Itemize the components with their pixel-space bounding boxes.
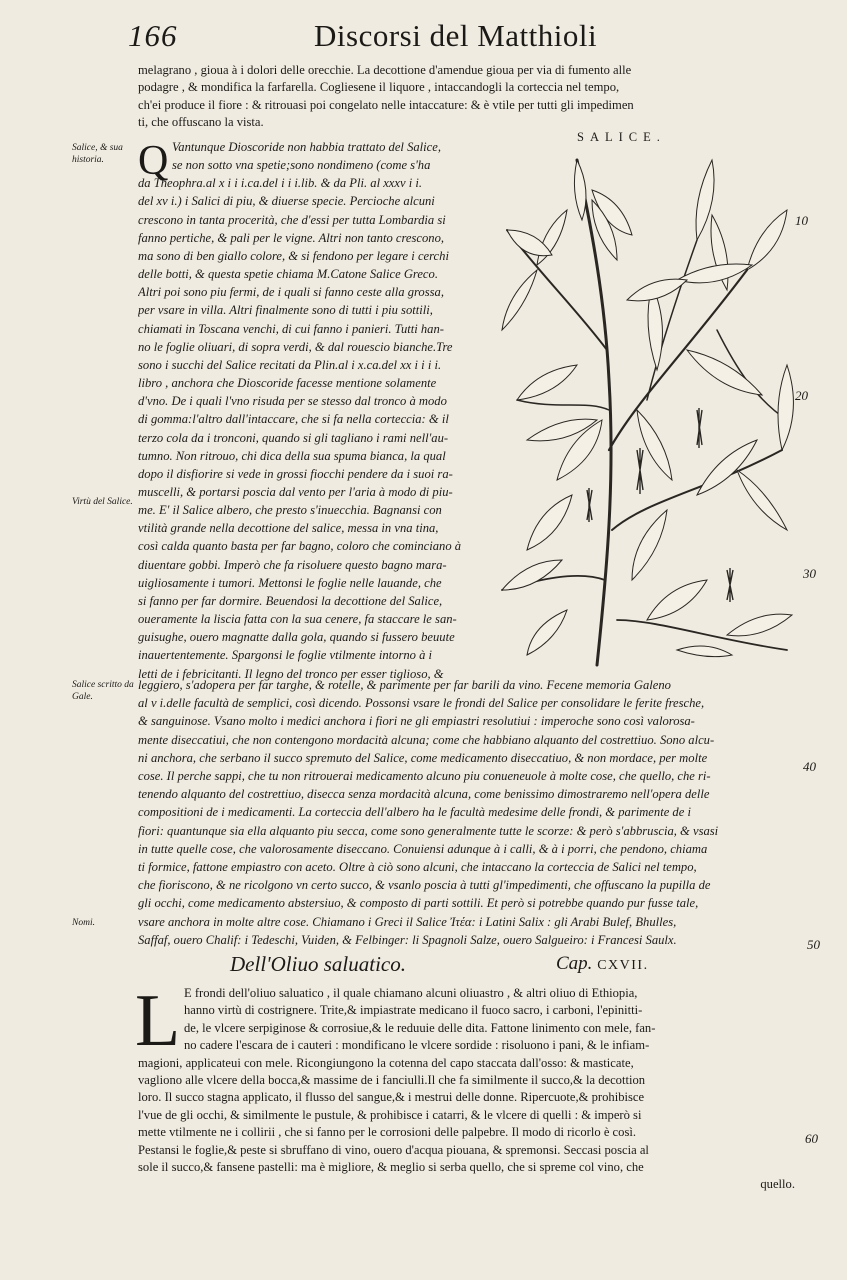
running-title: Discorsi del Matthioli (314, 18, 598, 53)
line-number: 20 (795, 388, 808, 403)
chapter-number: CXVII. (597, 958, 649, 973)
full-width-paragraph (138, 676, 798, 949)
text-line: letti de i febricitanti. Il legno del tronco per esser tiglioso, & (138, 666, 444, 681)
text-line: sono i succhi del Salice recitati da Plin.al i x.ca.del xx i i i i. (138, 357, 442, 372)
text-line: diuentare gobbi. Imperò che fa risoluere questo bagno mara- (138, 557, 447, 572)
text-line: melagrano , gioua à i dolori delle orecchie. La decottione d'amendue gioua per via di fumento alle (138, 63, 632, 77)
text-line: se non sotto vna spetie;sono nondimeno (come s'ha (172, 158, 431, 173)
text-line: si fanno per far dormire. Beuendosi la decottione del Salice, (138, 593, 443, 608)
text-line: per vsare in villa. Altri finalmente sono di tutti i piu sottili, (138, 303, 433, 318)
text-line: vtilità grande nella decottione del salice, messa in vna tina, (138, 521, 439, 536)
text-line: cose. Il perche sappi, che tu non ritrouerai medicamento alcuno piu conueneuole à molte cose, che quello, che ri- (138, 769, 711, 784)
chapter-word: Cap. (556, 953, 593, 974)
text-line: de, le vlcere serpiginose & corrosiue,& le reduuie delle dita. Fattone linimento con mele, fan- (184, 1020, 656, 1035)
text-line: Pestansi le foglie,& peste si sbruffano di vino, ouero d'acqua piouana, & spremonsi. Seccasi poscia al (138, 1142, 649, 1157)
text-line: E frondi dell'oliuo saluatico , il quale chiamano alcuni oliuastro , & altri oliuo di Ethiopia, (184, 986, 638, 1000)
text-line: tenendo alquanto del costrettiuo, disecca senza mordacità alcuna, come benissimo dimostraremo nell'opera delle (138, 787, 710, 802)
text-line: chiamati in Toscana venchi, di cui fanno i panieri. Tutti han- (138, 321, 444, 336)
text-line: mette vtilmente ne i collirii , che si fanno per le corrosioni delle palpebre. Il modo di ricorlo è così. (138, 1125, 636, 1140)
text-line: guisughe, ouero magnatte dalla gola, quando si fussero beuute (138, 630, 455, 645)
text-line: delle botti, & questa spetie chiama M.Catone Salice Greco. (138, 267, 438, 282)
margin-note: Nomi. (72, 918, 95, 928)
text-line: Altri poi sono piu fermi, de i quali si fanno ceste alla grossa, (138, 285, 444, 300)
text-line: che fioriscono, & ne ricolgono vn certo succo, & vsanlo poscia à tutti gl'impedimenti, che offuscano la pupilla de (138, 878, 711, 893)
line-number: 50 (807, 937, 820, 952)
text-line: ti formice, fattone empiastro con aceto. Oltre à ciò sono alcuni, che intaccano la corteccia de Salici nel tempo, (138, 860, 697, 875)
text-line: me. E' il Salice albero, che presto s'inuecchia. Bagnansi con (138, 503, 442, 518)
line-number: 30 (803, 566, 816, 581)
text-line: di gomma:l'altro dall'intaccare, che si fa nella corteccia: & il (138, 412, 449, 427)
margin-note: Salice scritto da Gale. (72, 680, 134, 702)
text-line: tumno. Non ritrouo, chi dica della sua spuma bianca, la qual (138, 448, 446, 463)
text-line: no le foglie oliuari, di sopra verdi, & dal rouescio bianche.Tre (138, 339, 453, 354)
line-number: 40 (803, 759, 816, 774)
willow-woodcut-illustration (497, 150, 797, 670)
text-line: libro , anchora che Dioscoride facesse mentione solamente (138, 376, 437, 391)
line-number: 60 (805, 1131, 818, 1146)
page-number: 166 (128, 18, 178, 53)
text-line: ch'ei produce il fiore : & ritrouasi poi congelato nelle intaccature: & è vtile per tutti gli impedimen (138, 97, 634, 112)
section-paragraph (138, 985, 799, 1194)
text-line: ti, che offuscano la vista. (138, 114, 264, 129)
text-line: dopo il disfiorire si vede in grossi fiocchi pendere da i suoi ra- (138, 466, 453, 481)
text-line: ma sono di ben giallo colore, & si fendono per legare i cerchi (138, 248, 449, 263)
text-line: mente diseccatiui, che non contengono mordacità alcuna; come che habbiano alquanto del costrettiuo. Sono alcu- (138, 732, 715, 747)
text-line: sole il succo,& fansene pastelli: ma è migliore, & meglio si serba quello, che si spreme col vino, che (138, 1160, 644, 1175)
intro-paragraph (138, 62, 788, 131)
text-line: crescono in tanta procerità, che d'essi per tutta Lombardia si (138, 212, 446, 227)
margin-note: Virtù del Salice. (72, 497, 133, 507)
chapter-label (556, 953, 649, 975)
text-line: fiori: quantunque sia ella alquanto piu secca, come sono generalmente tutte le scorze: & però s'abbruscia, & vsasi (138, 823, 719, 838)
text-line: l'vue de gli occhi, & similmente le pustule, & prohibisce i catarri, & le vlcere di quelli : & imperò si (138, 1107, 642, 1122)
text-line: muscelli, & portarsi poscia dal vento per l'aria à modo di piu- (138, 484, 453, 499)
text-line: no cadere l'escara de i cauteri : mondificano le vlcere sordide : risoluono i pani, & le infiam- (184, 1038, 650, 1053)
text-line: Saffaf, ouero Chalif: i Tedeschi, Vuiden, & Felbinger: li Spagnoli Salze, ouero Salgueiro: i Francesi Saulx. (138, 932, 677, 947)
text-line: vagliono alle vlcere della bocca,& massime de i fanciulli.Il che fa similmente il succo,& la decottion (138, 1073, 646, 1088)
line-number: 10 (795, 213, 808, 228)
text-line: del xv i.) i Salici di piu, & diuerse specie. Percioche alcuni (138, 194, 435, 209)
text-line: così calda quanto basta per far bagno, coloro che cominciano à (138, 539, 462, 554)
text-line: da Theophra.al x i i i.ca.del i i i.lib. & da Pli. al xxxv i i. (138, 176, 423, 191)
text-line: leggiero, s'adopera per far targhe, & rotelle, & parimente per far barili da vino. Fecene memoria Galeno (138, 678, 671, 692)
drop-capital-q: Q (138, 138, 169, 184)
text-line: Vantunque Dioscoride non habbia trattato del Salice, (172, 140, 441, 154)
text-line: oueramente la liscia fatta con la sua cenere, fa staccare le san- (138, 612, 457, 627)
text-line: fanno pertiche, & pali per le vigne. Altri non tanto crescono, (138, 230, 445, 245)
text-line: ni anchora, che serbano il succo spremuto del Salice, come medicamento diseccatiuo, & non mordace, per molte (138, 750, 708, 765)
text-line: al v i.delle facultà de semplici, così dicendo. Possonsi vsare le frondi del Salice per consolidare le ferite fresche, (138, 696, 705, 711)
text-line: terzo cola da i tronconi, quando si gli tagliano i rami nell'au- (138, 430, 449, 445)
text-line: in tutte quelle cose, che valorosamente diseccano. Conuiensi adunque à i calli, & à i porri, che pendono, chiama (138, 841, 708, 856)
text-line: gli occhi, come medicamento abstersiuo, & composto di parti sottili. Et però si potrebbe quando pur fusse tale, (138, 896, 699, 911)
text-line: magioni, applicateui con mele. Ricongiungono la cotenna del capo staccata dall'osso: & masticate, (138, 1055, 634, 1070)
text-line: podagre , & mondifica la farfarella. Cogliesene il liquore , intaccandogli la corteccia nel tempo, (138, 80, 620, 95)
text-line: loro. Il succo stagna applicato, il flusso del sangue,& i mestrui delle donne. Ripercuote,& prohibisce (138, 1090, 645, 1105)
drop-capital-l: L (135, 980, 181, 1062)
margin-note: Salice, & sua historia. (72, 143, 123, 165)
main-column (138, 138, 500, 683)
text-line: & sanguinose. Vsano molto i medici anchora i fiori ne gli empiastri resolutiui : imperoche sono così valorosa- (138, 714, 695, 729)
section-title: Dell'Oliuo saluatico. (230, 952, 406, 976)
text-line: compositioni de i medicamenti. La corteccia dell'albero ha le facultà medesime delle frondi, & parimente de i (138, 805, 691, 820)
text-line: quello. (760, 1177, 795, 1192)
text-line: hanno virtù di costrignere. Trite,& impiastrate medicano il fuoco sacro, i carboni, l'epinitti- (184, 1003, 643, 1018)
text-line: uigliosamente i tumori. Mettonsi le foglie nelle lauande, che (138, 575, 442, 590)
figure-caption: SALICE. (577, 130, 666, 144)
text-line: inauertentemente. Spargonsi le foglie vtilmente intorno à i (138, 648, 433, 663)
text-line: d'vno. De i quali l'vno risuda per se stesso dal tronco à modo (138, 394, 447, 409)
text-line: vsare anchora in molte altre cose. Chiamano i Greci il Salice Ἰτέα: i Latini Salix : gli Arabi Bulef, Bhulles, (138, 914, 677, 929)
